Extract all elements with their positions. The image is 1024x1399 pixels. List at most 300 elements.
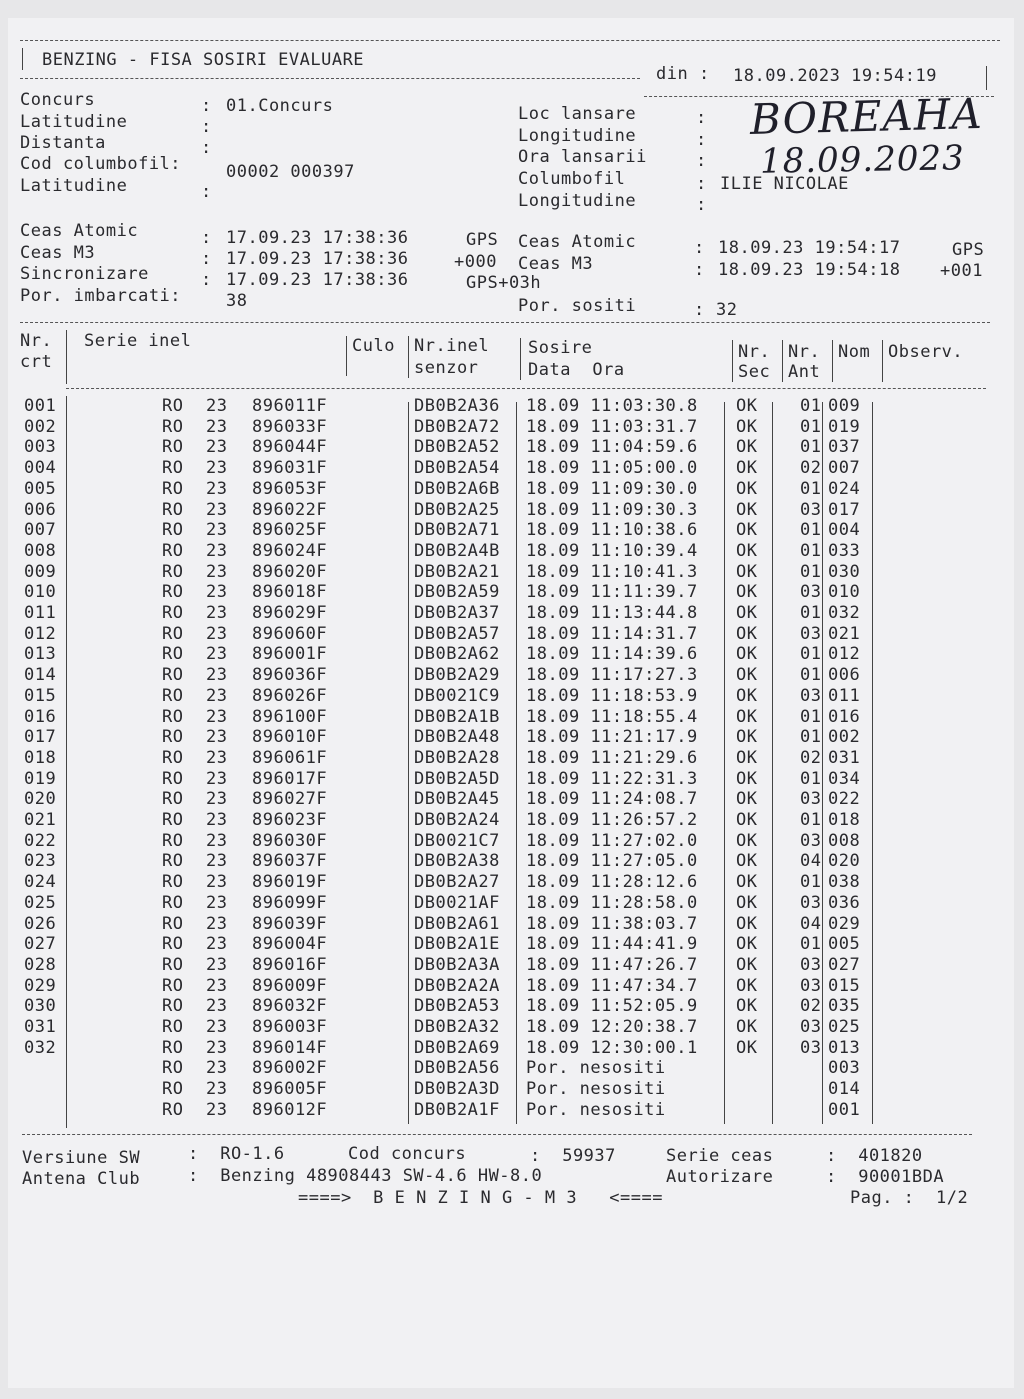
status: OK <box>736 706 758 727</box>
sec-number: 04 <box>800 913 822 934</box>
row-nr: 026 <box>24 913 57 934</box>
ring-number: 896003F <box>252 1017 328 1037</box>
ring-number: 896018F <box>252 582 328 603</box>
nom-number: 014 <box>828 1079 861 1100</box>
nom-number: 016 <box>828 706 861 727</box>
sensor-id: DB0B2A57 <box>414 623 500 644</box>
row-nr: 029 <box>24 975 57 996</box>
por-imbarcati-label: Por. imbarcati: <box>20 286 182 306</box>
ring-country: RO <box>162 706 184 727</box>
ceas-atomic-value: 17.09.23 17:38:36 <box>226 228 409 248</box>
status: OK <box>736 685 758 706</box>
ring-country: RO <box>162 747 184 768</box>
ceas-m3-sosire-label: Ceas M3 <box>518 254 594 274</box>
ring-year: 23 <box>206 1058 228 1079</box>
autorizare-value: : 90001BDA <box>826 1167 945 1187</box>
nom-number: 013 <box>828 1037 861 1058</box>
arrival-time: 18.09 11:04:59.6 <box>526 437 698 458</box>
sensor-id: DB0B2A1F <box>414 1099 500 1120</box>
ring-number: 896036F <box>252 665 328 686</box>
nom-number: 010 <box>828 582 861 603</box>
table-row <box>8 396 1014 417</box>
status: OK <box>736 603 758 623</box>
serie-ceas-value: : 401820 <box>826 1146 923 1166</box>
sec-number: 01 <box>800 520 822 541</box>
header-sep <box>520 338 521 380</box>
row-nr: 020 <box>24 789 57 810</box>
ring-year: 23 <box>206 623 228 644</box>
nom-number: 021 <box>828 623 861 644</box>
status: OK <box>736 623 758 644</box>
table-row <box>8 1058 1014 1079</box>
ring-country: RO <box>162 810 184 830</box>
arrival-time: 18.09 11:27:05.0 <box>526 851 698 872</box>
ring-number: 896032F <box>252 996 328 1017</box>
status: OK <box>736 416 758 437</box>
ring-year: 23 <box>206 1017 228 1037</box>
ring-country: RO <box>162 561 184 582</box>
ring-number: 896023F <box>252 810 328 830</box>
sensor-id: DB0B2A32 <box>414 1017 500 1037</box>
versiune-value: : RO-1.6 <box>188 1144 285 1164</box>
distanta-label: Distanta <box>20 133 106 153</box>
ceas-atomic-sosire-value: 18.09.23 19:54:17 <box>718 238 901 258</box>
ceas-atomic-sosire-suffix: GPS <box>952 240 985 260</box>
row-nr: 010 <box>24 582 57 603</box>
header-right-bar <box>986 66 987 90</box>
table-row <box>8 893 1014 914</box>
table-row <box>8 831 1014 852</box>
table-row <box>8 644 1014 665</box>
status: OK <box>736 996 758 1017</box>
row-nr: 012 <box>24 623 57 644</box>
col-data-ora-header: Data Ora <box>528 360 625 380</box>
ring-number: 896024F <box>252 540 328 561</box>
row-nr: 007 <box>24 520 57 541</box>
sensor-id: DB0021AF <box>414 892 500 913</box>
status: OK <box>736 934 758 955</box>
status: OK <box>736 727 758 748</box>
arrival-time: 18.09 11:18:55.4 <box>526 706 698 727</box>
arrival-time: 18.09 11:18:53.9 <box>526 685 698 706</box>
ring-year: 23 <box>206 747 228 768</box>
ring-country: RO <box>162 851 184 872</box>
col-senzor-header-2: senzor <box>414 358 479 378</box>
ceas-m3-label: Ceas M3 <box>20 243 96 263</box>
header-sep <box>66 330 67 384</box>
arrival-time: 18.09 11:24:08.7 <box>526 789 698 810</box>
status: OK <box>736 1037 758 1058</box>
ring-country: RO <box>162 396 184 416</box>
nom-number: 020 <box>828 851 861 872</box>
sensor-id: DB0B2A59 <box>414 582 500 603</box>
ring-year: 23 <box>206 582 228 603</box>
ring-number: 896033F <box>252 416 328 437</box>
ring-number: 896020F <box>252 561 328 582</box>
status: OK <box>736 540 758 561</box>
ring-number: 896002F <box>252 1058 328 1079</box>
table-row <box>8 582 1014 603</box>
status: OK <box>736 789 758 810</box>
status: OK <box>736 520 758 541</box>
col-senzor-header: Nr.inel <box>414 336 490 356</box>
colon: : <box>696 108 707 128</box>
nom-number: 009 <box>828 396 861 416</box>
ring-year: 23 <box>206 954 228 975</box>
sensor-id: DB0B2A28 <box>414 747 500 768</box>
nom-number: 022 <box>828 789 861 810</box>
longitudine2-label: Longitudine <box>518 191 637 211</box>
ring-number: 896099F <box>252 892 328 913</box>
ring-number: 896014F <box>252 1037 328 1058</box>
row-nr: 022 <box>24 830 57 851</box>
arrival-time: 18.09 11:13:44.8 <box>526 603 698 623</box>
sec-number: 03 <box>800 623 822 644</box>
ring-number: 896016F <box>252 954 328 975</box>
benzing-banner: ====> B E N Z I N G - M 3 <==== <box>298 1188 663 1208</box>
table-row <box>8 810 1014 831</box>
arrival-time: 18.09 11:27:02.0 <box>526 830 698 851</box>
ring-number: 896010F <box>252 727 328 748</box>
ring-country: RO <box>162 1037 184 1058</box>
nom-number: 032 <box>828 603 861 623</box>
sincronizare-label: Sincronizare <box>20 264 149 284</box>
ceas-m3-suffix: +000 <box>454 252 497 272</box>
ring-year: 23 <box>206 851 228 872</box>
latitudine2-label: Latitudine <box>20 176 128 196</box>
top-divider <box>20 40 1000 41</box>
nom-number: 019 <box>828 416 861 437</box>
col-sec-header: Nr. <box>738 342 771 362</box>
nom-number: 003 <box>828 1058 861 1079</box>
nom-number: 031 <box>828 747 861 768</box>
sensor-id: DB0B2A38 <box>414 851 500 872</box>
ring-country: RO <box>162 768 184 789</box>
sec-number: 02 <box>800 458 822 479</box>
table-row <box>8 520 1014 541</box>
colon: : <box>696 195 707 215</box>
ring-number: 896030F <box>252 830 328 851</box>
row-nr: 001 <box>24 396 57 416</box>
sec-number: 01 <box>800 416 822 437</box>
row-nr: 014 <box>24 665 57 686</box>
header-left-bar <box>22 48 23 70</box>
sincronizare-suffix: GPS+03h <box>466 273 542 293</box>
table-row <box>8 748 1014 769</box>
ring-year: 23 <box>206 478 228 499</box>
arrival-time: 18.09 11:28:58.0 <box>526 892 698 913</box>
ring-country: RO <box>162 934 184 955</box>
row-nr: 009 <box>24 561 57 582</box>
table-row <box>8 769 1014 790</box>
sensor-id: DB0B2A24 <box>414 810 500 830</box>
ring-year: 23 <box>206 520 228 541</box>
sensor-id: DB0B2A6B <box>414 478 500 499</box>
row-nr: 005 <box>24 478 57 499</box>
sensor-id: DB0021C7 <box>414 830 500 851</box>
sec-number: 02 <box>800 747 822 768</box>
sensor-id: DB0B2A1B <box>414 706 500 727</box>
colon: : <box>694 238 705 258</box>
row-nr: 008 <box>24 540 57 561</box>
row-nr: 015 <box>24 685 57 706</box>
col-sosire-header: Sosire <box>528 338 593 358</box>
arrival-time: 18.09 11:21:29.6 <box>526 747 698 768</box>
row-nr: 017 <box>24 727 57 748</box>
table-row <box>8 458 1014 479</box>
page-label: Pag. : <box>850 1188 915 1208</box>
status: OK <box>736 768 758 789</box>
col-observ-header: Observ. <box>888 342 964 362</box>
arrival-time: Por. nesositi <box>526 1058 666 1079</box>
sec-number: 03 <box>800 1017 822 1037</box>
nom-number: 038 <box>828 872 861 893</box>
row-nr: 013 <box>24 644 57 665</box>
colon: : <box>201 228 212 248</box>
ceas-atomic-suffix: GPS <box>466 230 499 250</box>
row-nr: 027 <box>24 934 57 955</box>
status: OK <box>736 830 758 851</box>
nom-number: 033 <box>828 540 861 561</box>
sensor-id: DB0B2A52 <box>414 437 500 458</box>
ring-number: 896100F <box>252 706 328 727</box>
row-nr: 016 <box>24 706 57 727</box>
status: OK <box>736 1017 758 1037</box>
ceas-atomic-sosire-label: Ceas Atomic <box>518 232 637 252</box>
sec-number: 03 <box>800 582 822 603</box>
sensor-id: DB0B2A53 <box>414 996 500 1017</box>
ring-year: 23 <box>206 1079 228 1100</box>
ring-number: 896031F <box>252 458 328 479</box>
col-crt-header: crt <box>20 352 53 372</box>
table-top-divider <box>20 322 990 323</box>
row-nr: 002 <box>24 416 57 437</box>
sec-number: 01 <box>800 644 822 665</box>
nom-number: 004 <box>828 520 861 541</box>
sensor-id: DB0B2A62 <box>414 644 500 665</box>
colon: : <box>201 249 212 269</box>
nom-number: 024 <box>828 478 861 499</box>
ring-year: 23 <box>206 934 228 955</box>
ring-year: 23 <box>206 665 228 686</box>
nom-number: 027 <box>828 954 861 975</box>
ceas-m3-sosire-suffix: +001 <box>940 261 983 281</box>
cod-concurs-value: : 59937 <box>530 1146 616 1166</box>
ring-year: 23 <box>206 830 228 851</box>
table-row <box>8 707 1014 728</box>
ring-number: 896012F <box>252 1099 328 1120</box>
arrival-time: 18.09 11:47:26.7 <box>526 954 698 975</box>
nom-number: 008 <box>828 830 861 851</box>
ring-number: 896060F <box>252 623 328 644</box>
serie-ceas-label: Serie ceas <box>666 1146 774 1166</box>
sensor-id: DB0B2A45 <box>414 789 500 810</box>
sec-number: 03 <box>800 499 822 520</box>
sec-number: 01 <box>800 727 822 748</box>
status: OK <box>736 396 758 416</box>
col-ant-header: Nr. <box>788 342 821 362</box>
sec-number: 02 <box>800 996 822 1017</box>
arrival-time: 18.09 11:05:00.0 <box>526 458 698 479</box>
nom-number: 011 <box>828 685 861 706</box>
ring-year: 23 <box>206 416 228 437</box>
ring-country: RO <box>162 603 184 623</box>
table-row <box>8 727 1014 748</box>
table-row <box>8 562 1014 583</box>
ring-number: 896029F <box>252 603 328 623</box>
nom-number: 034 <box>828 768 861 789</box>
handwritten-location: BOREAHA <box>749 88 984 145</box>
ring-year: 23 <box>206 1037 228 1058</box>
table-row <box>8 1038 1014 1059</box>
ring-number: 896022F <box>252 499 328 520</box>
sensor-id: DB0B2A3D <box>414 1079 500 1100</box>
row-nr: 030 <box>24 996 57 1017</box>
row-nr: 011 <box>24 603 57 623</box>
arrival-time: 18.09 11:22:31.3 <box>526 768 698 789</box>
antena-value: : Benzing 48908443 SW-4.6 HW-8.0 <box>188 1166 543 1186</box>
ring-number: 896039F <box>252 913 328 934</box>
header-sep <box>732 340 733 382</box>
ora-lansarii-label: Ora lansarii <box>518 147 647 167</box>
arrival-time: 18.09 12:30:00.1 <box>526 1037 698 1058</box>
row-nr: 028 <box>24 954 57 975</box>
table-row <box>8 624 1014 645</box>
ring-year: 23 <box>206 996 228 1017</box>
date-prefix: din : <box>656 64 710 84</box>
por-sositi-value: 32 <box>716 300 738 320</box>
table-row <box>8 934 1014 955</box>
sec-number: 01 <box>800 810 822 830</box>
nom-number: 025 <box>828 1017 861 1037</box>
concurs-label: Concurs <box>20 90 96 110</box>
ring-year: 23 <box>206 561 228 582</box>
ring-year: 23 <box>206 540 228 561</box>
table-row <box>8 851 1014 872</box>
ring-country: RO <box>162 478 184 499</box>
sensor-id: DB0B2A48 <box>414 727 500 748</box>
por-sositi-label: Por. sositi <box>518 296 637 316</box>
arrival-time: 18.09 11:47:34.7 <box>526 975 698 996</box>
ring-number: 896027F <box>252 789 328 810</box>
ring-country: RO <box>162 1099 184 1120</box>
ring-country: RO <box>162 1079 184 1100</box>
status: OK <box>736 747 758 768</box>
versiune-label: Versiune SW <box>22 1148 141 1168</box>
ceas-atomic-label: Ceas Atomic <box>20 221 139 241</box>
sec-number: 01 <box>800 396 822 416</box>
sec-number: 01 <box>800 540 822 561</box>
concurs-value: 01.Concurs <box>226 96 334 116</box>
table-row <box>8 500 1014 521</box>
ring-country: RO <box>162 830 184 851</box>
ring-year: 23 <box>206 872 228 893</box>
nom-number: 012 <box>828 644 861 665</box>
nom-number: 036 <box>828 892 861 913</box>
cod-columbofil-label: Cod columbofil: <box>20 154 182 174</box>
ring-country: RO <box>162 540 184 561</box>
nom-number: 029 <box>828 913 861 934</box>
antena-label: Antena Club <box>22 1169 141 1189</box>
table-row <box>8 686 1014 707</box>
arrival-time: 18.09 11:03:31.7 <box>526 416 698 437</box>
table-row <box>8 996 1014 1017</box>
col-culo-header: Culo <box>352 336 395 356</box>
colon: : <box>201 138 212 158</box>
ring-number: 896011F <box>252 396 328 416</box>
sec-number: 01 <box>800 437 822 458</box>
ring-year: 23 <box>206 1099 228 1120</box>
report-title: BENZING - FISA SOSIRI EVALUARE <box>42 50 365 70</box>
ring-country: RO <box>162 665 184 686</box>
sensor-id: DB0B2A25 <box>414 499 500 520</box>
ring-year: 23 <box>206 810 228 830</box>
colon: : <box>201 182 212 202</box>
ring-number: 896025F <box>252 520 328 541</box>
row-nr: 021 <box>24 810 57 830</box>
ring-year: 23 <box>206 685 228 706</box>
ring-year: 23 <box>206 789 228 810</box>
status: OK <box>736 665 758 686</box>
sensor-id: DB0B2A37 <box>414 603 500 623</box>
sensor-id: DB0B2A21 <box>414 561 500 582</box>
arrival-time: 18.09 11:44:41.9 <box>526 934 698 955</box>
columbofil-value: ILIE NICOLAE <box>720 174 849 194</box>
ring-number: 896044F <box>252 437 328 458</box>
ring-country: RO <box>162 458 184 479</box>
sec-number: 01 <box>800 478 822 499</box>
ring-country: RO <box>162 872 184 893</box>
table-header-divider <box>66 388 986 389</box>
ceas-m3-value: 17.09.23 17:38:36 <box>226 249 409 269</box>
sensor-id: DB0B2A5D <box>414 768 500 789</box>
status: OK <box>736 975 758 996</box>
table-row <box>8 1079 1014 1100</box>
longitudine-label: Longitudine <box>518 126 637 146</box>
arrival-time: 18.09 11:14:39.6 <box>526 644 698 665</box>
ring-country: RO <box>162 437 184 458</box>
arrival-time: 18.09 11:11:39.7 <box>526 582 698 603</box>
arrival-time: 18.09 11:21:17.9 <box>526 727 698 748</box>
ring-year: 23 <box>206 499 228 520</box>
arrival-time: Por. nesositi <box>526 1079 666 1100</box>
table-row <box>8 976 1014 997</box>
sincronizare-value: 17.09.23 17:38:36 <box>226 270 409 290</box>
sec-number: 03 <box>800 830 822 851</box>
row-nr: 018 <box>24 747 57 768</box>
ring-year: 23 <box>206 913 228 934</box>
sensor-id: DB0B2A27 <box>414 872 500 893</box>
ring-country: RO <box>162 975 184 996</box>
sec-number: 01 <box>800 768 822 789</box>
row-nr: 019 <box>24 768 57 789</box>
arrival-time: 18.09 11:26:57.2 <box>526 810 698 830</box>
ring-year: 23 <box>206 396 228 416</box>
ring-number: 896005F <box>252 1079 328 1100</box>
sensor-id: DB0B2A61 <box>414 913 500 934</box>
col-ant-header-2: Ant <box>788 362 821 382</box>
ceas-m3-sosire-value: 18.09.23 19:54:18 <box>718 260 901 280</box>
status: OK <box>736 644 758 665</box>
table-row <box>8 1100 1014 1121</box>
table-row <box>8 1017 1014 1038</box>
nom-number: 002 <box>828 727 861 748</box>
colon: : <box>694 260 705 280</box>
ring-country: RO <box>162 416 184 437</box>
row-nr: 031 <box>24 1017 57 1037</box>
loc-lansare-label: Loc lansare <box>518 104 637 124</box>
sensor-id: DB0B2A69 <box>414 1037 500 1058</box>
